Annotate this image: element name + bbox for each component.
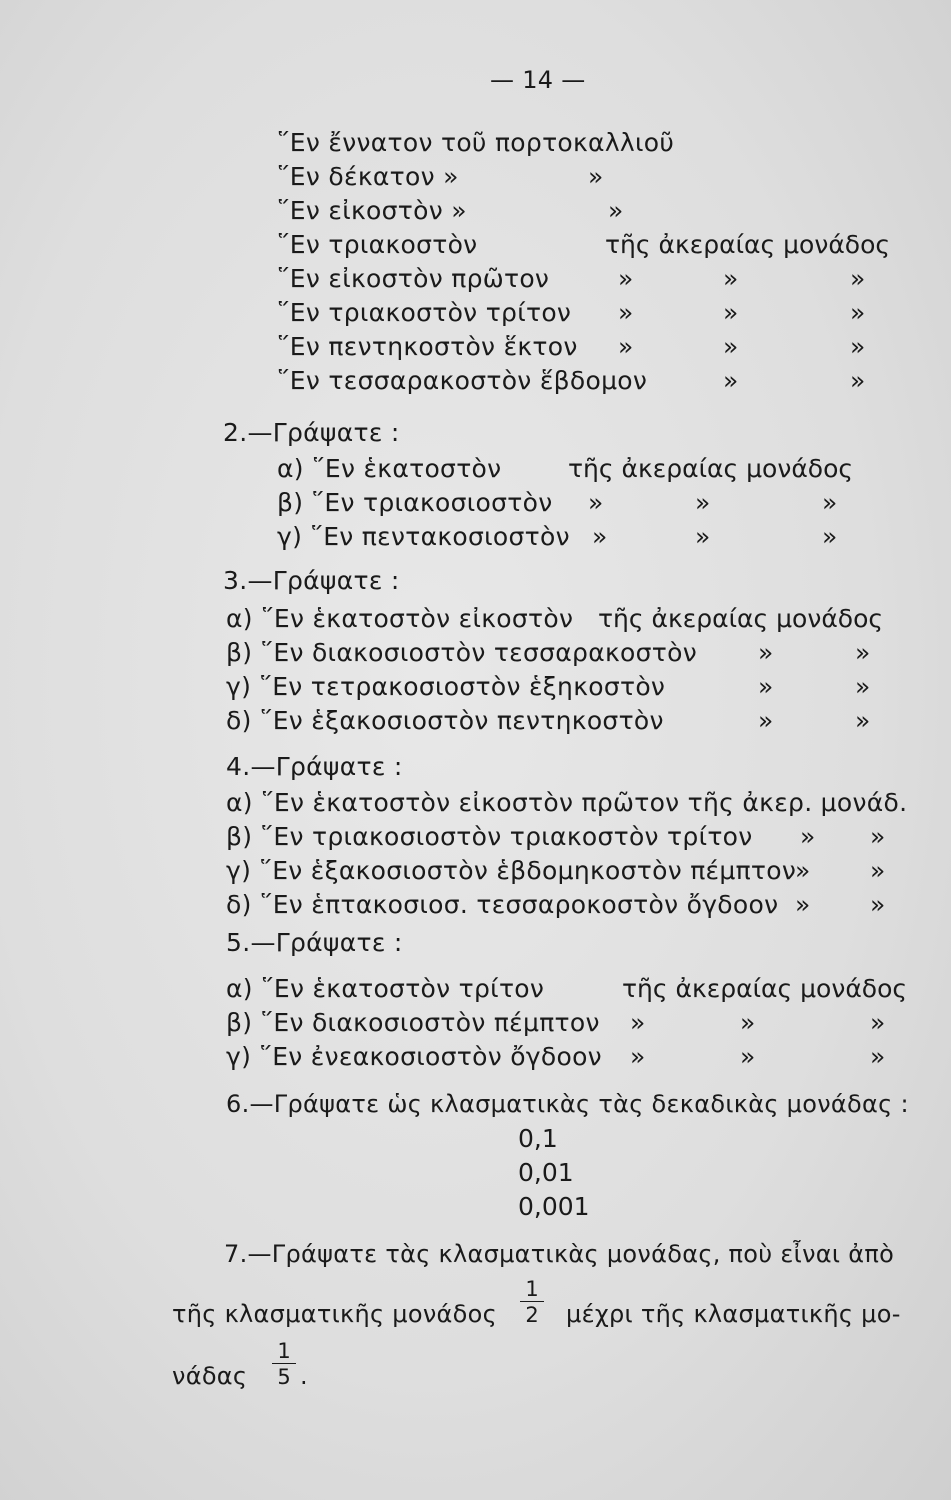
ditto-mark: » — [758, 706, 774, 735]
list-item: ῞Εν δέκατον » — [277, 162, 459, 191]
ditto-mark: » — [795, 856, 811, 885]
exercise-heading: 3.—Γράψατε : — [223, 566, 400, 595]
ditto-mark: » — [855, 638, 871, 667]
ditto-mark: » — [740, 1042, 756, 1071]
list-item: β) ῞Εν τριακοσιοστὸν — [277, 488, 553, 517]
list-item: γ) ῞Εν πεντακοσιοστὸν — [277, 522, 570, 551]
exercise-heading: 5.—Γράψατε : — [226, 928, 403, 957]
list-item: ῞Εν τριακοστὸν τρίτον — [277, 298, 572, 327]
unit-phrase: τῆς ἀκεραίας μονάδος — [568, 454, 854, 483]
ditto-mark: » — [870, 890, 886, 919]
fraction-one-half — [520, 1277, 544, 1328]
ditto-mark: » — [822, 522, 838, 551]
unit-phrase: τῆς ἀκεραίας μονάδος — [605, 230, 891, 259]
list-item: α) ῞Εν ἑκατοστὸν εἰκοστὸν — [226, 604, 574, 633]
list-item: ῞Εν εἰκοστὸν πρῶτον — [277, 264, 550, 293]
ditto-mark: » — [618, 298, 634, 327]
ditto-mark: » — [870, 1008, 886, 1037]
list-item: γ) ῞Εν ἐνεακοσιοστὸν ὄγδοον — [226, 1042, 602, 1071]
decimal-value: 0,1 — [518, 1124, 558, 1153]
ditto-mark: » — [588, 488, 604, 517]
ditto-mark: » — [592, 522, 608, 551]
fraction-one-fifth — [272, 1339, 296, 1390]
list-item: γ) ῞Εν ἑξακοσιοστὸν ἑβδομηκοστὸν πέμπτον — [226, 856, 797, 885]
ditto-mark: » — [630, 1042, 646, 1071]
exercise-text-line: νάδας — [172, 1362, 248, 1390]
ditto-mark: » — [723, 366, 739, 395]
list-item: γ) ῞Εν τετρακοσιοστὸν ἑξηκοστὸν — [226, 672, 666, 701]
ditto-mark: » — [795, 890, 811, 919]
list-item: β) ῞Εν τριακοσιοστὸν τριακοστὸν τρίτον — [226, 822, 753, 851]
fraction-denominator: 5 — [277, 1365, 291, 1389]
list-item: ῞Εν εἰκοστὸν » — [277, 196, 467, 225]
unit-phrase: τῆς ἀκεραίας μονάδος — [622, 974, 908, 1003]
list-item: α) ῞Εν ἑκατοστὸν τρίτον — [226, 974, 545, 1003]
ditto-mark: » — [618, 332, 634, 361]
ditto-mark: » — [850, 366, 866, 395]
ditto-mark: » — [855, 706, 871, 735]
exercise-heading: 6.—Γράψατε ὡς κλασματικὰς τὰς δεκαδικὰς μονάδας : — [226, 1090, 909, 1118]
list-item: ῞Εν τεσσαρακοστὸν ἕβδομον — [277, 366, 648, 395]
ditto-mark: » — [850, 264, 866, 293]
ditto-mark: » — [695, 522, 711, 551]
list-item: ῞Εν τριακοστὸν — [277, 230, 478, 259]
fraction-numerator: 1 — [277, 1339, 291, 1363]
list-item: ῞Εν πεντηκοστὸν ἕκτον — [277, 332, 578, 361]
ditto-mark: » — [870, 822, 886, 851]
ditto-mark: » — [618, 264, 634, 293]
exercise-text-line: τῆς κλασματικῆς μονάδος — [172, 1300, 498, 1328]
page-number: — 14 — — [490, 66, 586, 94]
list-item: β) ῞Εν διακοσιοστὸν πέμπτον — [226, 1008, 600, 1037]
ditto-mark: » — [870, 856, 886, 885]
sentence-period: . — [300, 1362, 308, 1390]
ditto-mark: » — [822, 488, 838, 517]
ditto-mark: » — [850, 298, 866, 327]
fraction-denominator: 2 — [525, 1303, 539, 1327]
ditto-mark: » — [723, 332, 739, 361]
list-item: δ) ῞Εν ἑξακοσιοστὸν πεντηκοστὸν — [226, 706, 664, 735]
list-item: α) ῞Εν ἑκατοστὸν — [277, 454, 502, 483]
ditto-mark: » — [740, 1008, 756, 1037]
ditto-mark: » — [588, 162, 604, 191]
ditto-mark: » — [870, 1042, 886, 1071]
list-item: ῞Εν ἔννατον τοῦ πορτοκαλλιοῦ — [277, 128, 675, 157]
ditto-mark: » — [608, 196, 624, 225]
decimal-value: 0,001 — [518, 1192, 590, 1221]
ditto-mark: » — [630, 1008, 646, 1037]
exercise-heading: 4.—Γράψατε : — [226, 752, 403, 781]
list-item: δ) ῞Εν ἑπτακοσιοσ. τεσσαροκοστὸν ὄγδοον — [226, 890, 779, 919]
list-item: β) ῞Εν διακοσιοστὸν τεσσαρακοστὸν — [226, 638, 697, 667]
ditto-mark: » — [758, 672, 774, 701]
ditto-mark: » — [850, 332, 866, 361]
ditto-mark: » — [695, 488, 711, 517]
exercise-heading: 2.—Γράψατε : — [223, 418, 400, 447]
ditto-mark: » — [855, 672, 871, 701]
fraction-numerator: 1 — [525, 1277, 539, 1301]
exercise-text-line: μέχρι τῆς κλασματικῆς μο- — [566, 1300, 901, 1328]
exercise-text-line: 7.—Γράψατε τὰς κλασματικὰς μονάδας, ποὺ εἶναι ἀπὸ — [224, 1240, 895, 1268]
ditto-mark: » — [723, 264, 739, 293]
ditto-mark: » — [800, 822, 816, 851]
ditto-mark: » — [758, 638, 774, 667]
ditto-mark: » — [723, 298, 739, 327]
unit-phrase: τῆς ἀκεραίας μονάδος — [598, 604, 884, 633]
decimal-value: 0,01 — [518, 1158, 574, 1187]
list-item: α) ῞Εν ἑκατοστὸν εἰκοστὸν πρῶτον τῆς ἀκερ. μονάδ. — [226, 788, 908, 817]
